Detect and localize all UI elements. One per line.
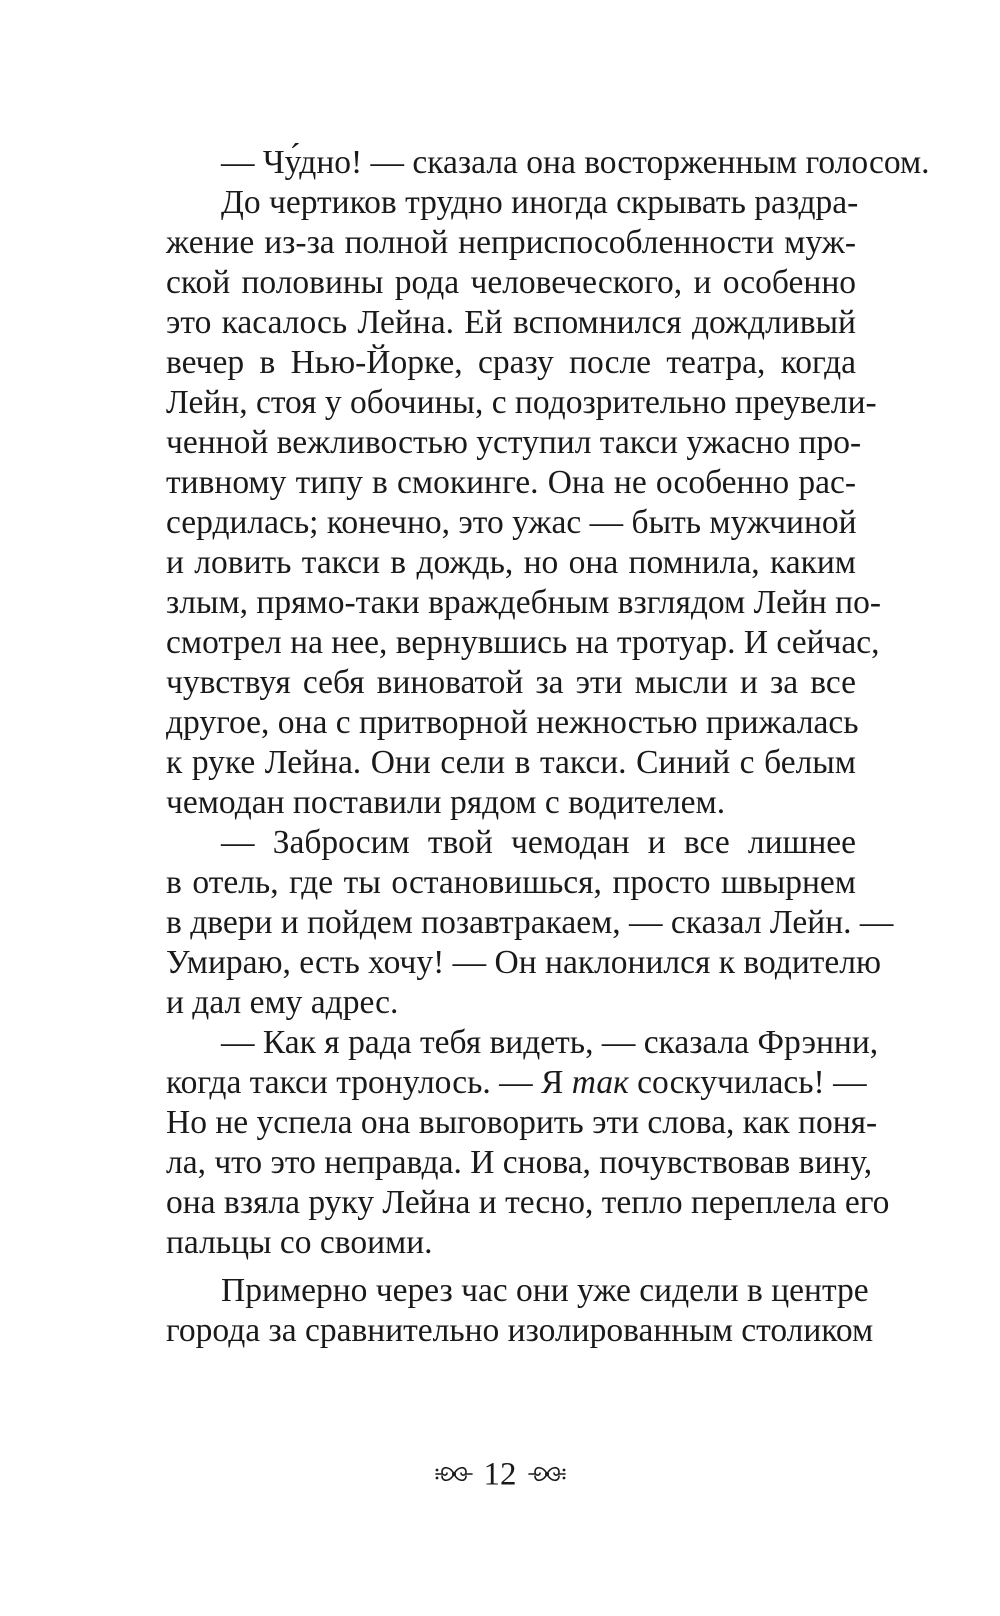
text-line: пальцы со своими. [166, 1224, 433, 1261]
text-line: ла, что это неправда. И снова, почувствовав вину, [166, 1144, 873, 1181]
text-line: ской половины рода человеческого, и особенно [166, 264, 856, 301]
fleuron-icon [434, 1462, 474, 1486]
text-line: чемодан поставили рядом с водителем. [166, 784, 726, 821]
text-line: в отель, где ты остановишься, просто швырнем [166, 864, 856, 901]
text-line: тивному типу в смокинге. Она не особенно рас- [166, 464, 856, 501]
text-line: в двери и пойдем позавтракаем, — сказал Лейн. — [166, 904, 894, 941]
text-run: соскучилась! — [628, 1064, 867, 1101]
fleuron-icon [527, 1462, 567, 1486]
text-line: она взяла руку Лейна и тесно, тепло переплела его [166, 1184, 890, 1221]
text-line: — Забросим твой чемодан и все лишнее [221, 824, 856, 861]
text-line: это касалось Лейна. Ей вспомнился дождливый [166, 304, 856, 341]
text-line: ченной вежливостью уступил такси ужасно про- [166, 424, 862, 461]
text-line: жение из-за полной неприспособленности муж- [166, 224, 856, 261]
text-line: — Чу́дно! — сказала она восторженным голосом. [221, 144, 930, 181]
page-number: 12 [483, 1456, 517, 1493]
text-line: сердилась; конечно, это ужас — быть мужчиной [166, 504, 857, 541]
text-line: Лейн, стоя у обочины, с подозрительно преувели- [166, 384, 877, 421]
text-line: смотрел на нее, вернувшись на тротуар. И сейчас, [166, 624, 880, 661]
text-line: злым, прямо-таки враждебным взглядом Лейн по- [166, 584, 882, 621]
text-line: Примерно через час они уже сидели в центре [221, 1272, 869, 1309]
text-line [166, 1062, 867, 1104]
text-line: вечер в Нью-Йорке, сразу после театра, когда [166, 344, 856, 381]
text-line: к руке Лейна. Они сели в такси. Синий с белым [166, 744, 856, 781]
text-line: другое, она с притворной нежностью прижалась [166, 704, 859, 741]
text-line: чувствуя себя виноватой за эти мысли и за все [166, 664, 856, 701]
text-run: когда такси тронулось. — Я [166, 1064, 572, 1101]
italic-emphasis: так [571, 1064, 629, 1101]
text-line: Умираю, есть хочу! — Он наклонился к водителю [166, 944, 882, 981]
text-line: и ловить такси в дождь, но она помнила, каким [166, 544, 856, 581]
text-line: — Как я рада тебя видеть, — сказала Фрэнни, [221, 1024, 879, 1061]
text-line: До чертиков трудно иногда скрывать раздра- [221, 184, 859, 221]
text-line: города за сравнительно изолированным столиком [166, 1312, 874, 1349]
page-footer [0, 1452, 1000, 1494]
text-line: и дал ему адрес. [166, 984, 399, 1021]
text-line: Но не успела она выговорить эти слова, как поня- [166, 1104, 878, 1141]
